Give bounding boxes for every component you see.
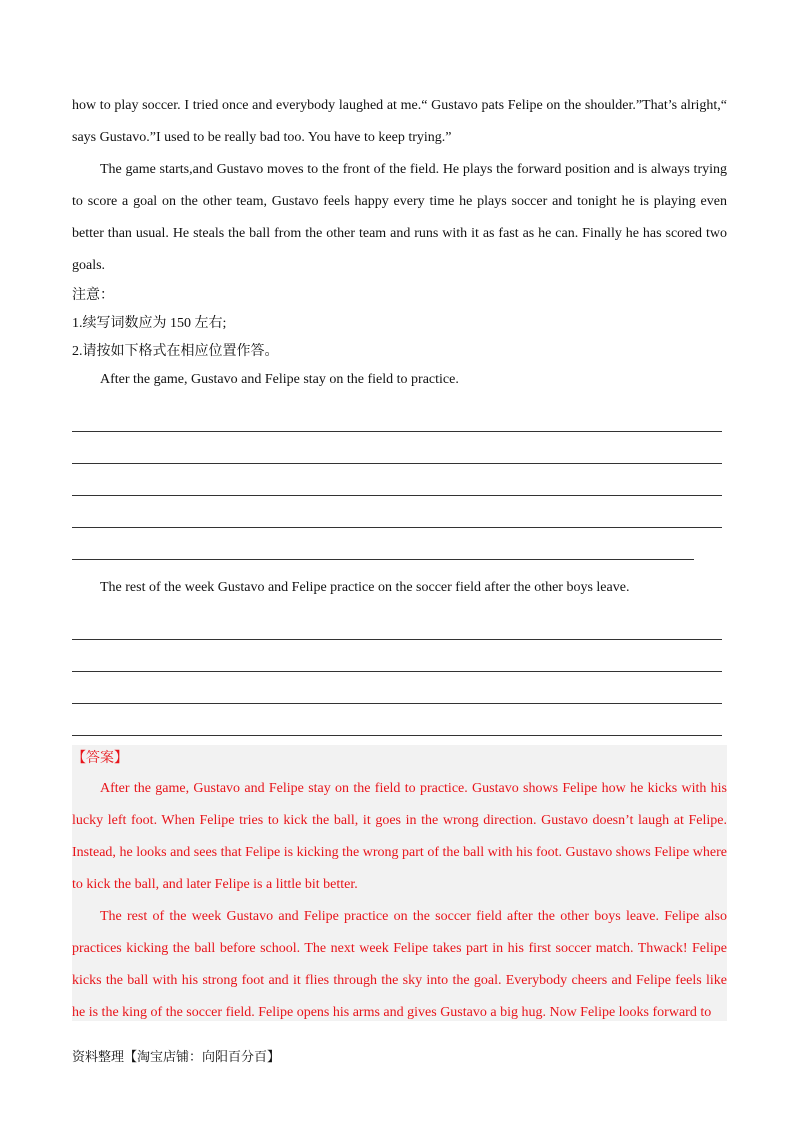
writing-line: [72, 496, 722, 528]
writing-line: [72, 672, 722, 704]
writing-line: [72, 640, 722, 672]
notes-heading: 注意：: [72, 288, 114, 303]
document-body: [72, 90, 727, 768]
answer-paragraph-1: After the game, Gustavo and Felipe stay on the field to practice. Gustavo shows Felipe how he kicks with his lucky left foot. When Felipe tries to kick the ball, it goes in the wrong direction. Gustavo doesn’t laugh at Felipe. Instead, he looks and sees that Felipe is kicking the wrong part of the ball with his foot. Gustavo shows Felipe where to kick the ball, and later Felipe is a little bit better.: [72, 781, 727, 892]
writing-line: [72, 528, 694, 560]
answer-paragraph-2: The rest of the week Gustavo and Felipe practice on the soccer field after the other boys leave. Felipe also practices kicking the ball before school. The next week Felipe takes part in his first soccer match. Thwack! Felipe kicks the ball with his strong foot and it flies through the sky into the goal. Everybody cheers and Felipe feels like he is the king of the soccer field. Felipe opens his arms and gives Gustavo a big hug. Now Felipe looks forward to: [72, 909, 727, 1020]
notes-item-1: 1.续写词数应为 150 左右;: [72, 316, 227, 331]
prompt-first: After the game, Gustavo and Felipe stay on the field to practice.: [100, 372, 459, 387]
writing-area-first[interactable]: [72, 400, 727, 560]
page-footer: 资料整理【淘宝店铺：向阳百分百】: [72, 1050, 281, 1065]
story-paragraph-2: The game starts,and Gustavo moves to the front of the field. He plays the forward position and is always trying to score a goal on the other team, Gustavo feels happy every time he plays soccer and tonight he is playing even better than usual. He steals the ball from the other team and runs with it as fast as he can. Finally he has scored two goals.: [72, 162, 727, 273]
writing-area-second[interactable]: [72, 608, 727, 768]
writing-line: [72, 464, 722, 496]
answer-section: [72, 745, 727, 1021]
prompt-second: The rest of the week Gustavo and Felipe practice on the soccer field after the other boys leave.: [100, 580, 630, 595]
writing-line: [72, 400, 722, 432]
writing-line: [72, 704, 722, 736]
notes-item-2: 2.请按如下格式在相应位置作答。: [72, 344, 279, 359]
story-paragraph-1: how to play soccer. I tried once and everybody laughed at me.“ Gustavo pats Felipe on the shoulder.”That’s alright,“ says Gustavo.”I used to be really bad too. You have to keep trying.”: [72, 98, 727, 145]
writing-line: [72, 432, 722, 464]
answer-tag: 【答案】: [72, 751, 128, 766]
writing-line: [72, 608, 722, 640]
